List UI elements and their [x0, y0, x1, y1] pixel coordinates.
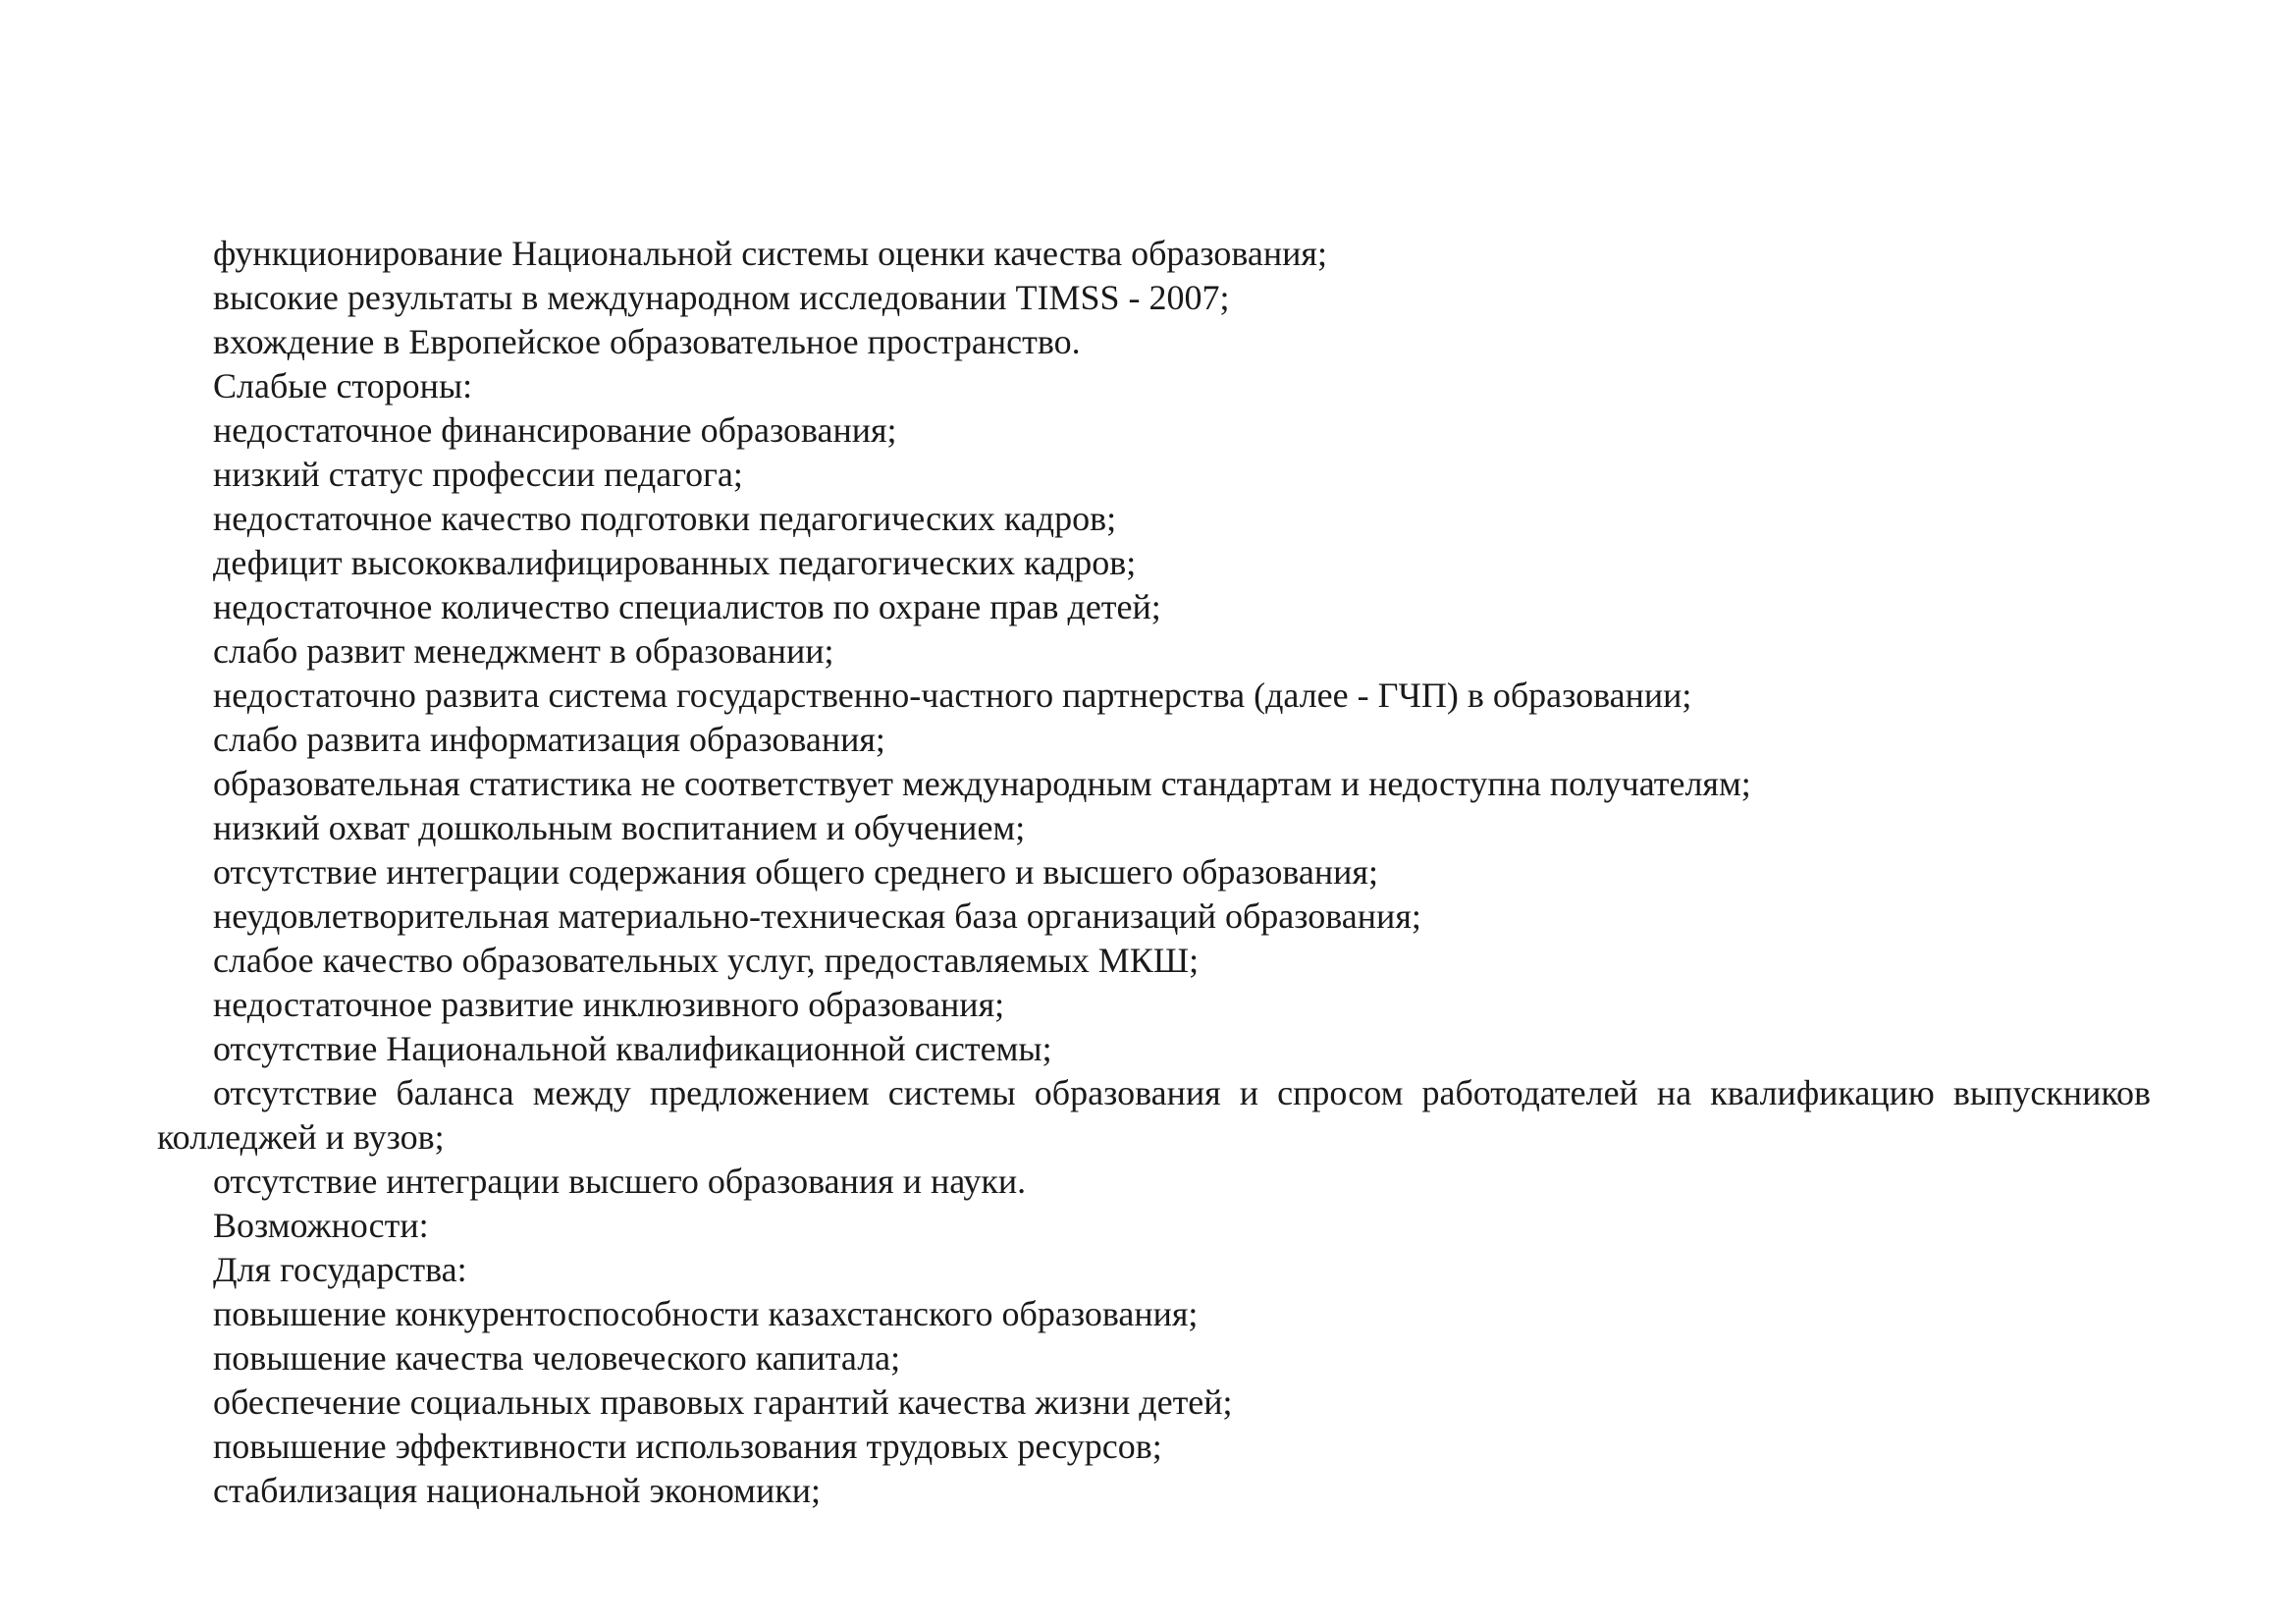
paragraph: слабо развита информатизация образования; [213, 720, 885, 759]
paragraph: слабо развит менеджмент в образовании; [213, 631, 834, 671]
paragraph: образовательная статистика не соответствует международным стандартам и недоступна получателям; [213, 764, 1751, 803]
document-body [157, 232, 2151, 1513]
paragraph: слабое качество образовательных услуг, предоставляемых МКШ; [213, 941, 1200, 980]
paragraph: функционирование Национальной системы оценки качества образования; [213, 234, 1327, 273]
subsection-heading-state: Для государства: [213, 1250, 467, 1289]
paragraph: недостаточное количество специалистов по охране прав детей; [213, 587, 1161, 626]
paragraph: низкий статус профессии педагога; [213, 455, 743, 494]
paragraph: повышение конкурентоспособности казахстанского образования; [213, 1294, 1199, 1333]
paragraph: неудовлетворительная материально-техническая база организаций образования; [213, 896, 1421, 936]
paragraph: недостаточно развита система государственно-частного партнерства (далее - ГЧП) в образовании; [213, 676, 1692, 715]
paragraph: вхождение в Европейское образовательное пространство. [213, 322, 1081, 361]
section-heading-opportunities: Возможности: [213, 1206, 429, 1245]
paragraph: низкий охват дошкольным воспитанием и обучением; [213, 808, 1026, 847]
paragraph: повышение эффективности использования трудовых ресурсов; [213, 1427, 1162, 1466]
paragraph: обеспечение социальных правовых гарантий качества жизни детей; [213, 1382, 1233, 1422]
paragraph: стабилизация национальной экономики; [213, 1471, 821, 1510]
paragraph: недостаточное качество подготовки педагогических кадров; [213, 499, 1117, 538]
paragraph: недостаточное развитие инклюзивного образования; [213, 985, 1005, 1024]
paragraph: отсутствие интеграции содержания общего среднего и высшего образования; [213, 852, 1378, 892]
paragraph: дефицит высококвалифицированных педагогических кадров; [213, 543, 1137, 582]
paragraph: отсутствие интеграции высшего образования и науки. [213, 1162, 1027, 1201]
paragraph: отсутствие Национальной квалификационной системы; [213, 1029, 1052, 1068]
section-heading-weaknesses: Слабые стороны: [213, 366, 473, 406]
paragraph-multiline: отсутствие баланса между предложением системы образования и спросом работодателей на квалификацию выпускников колледжей и вузов; [157, 1073, 2151, 1157]
paragraph: повышение качества человеческого капитала; [213, 1338, 901, 1378]
paragraph: высокие результаты в международном исследовании TIMSS - 2007; [213, 278, 1230, 317]
paragraph: недостаточное финансирование образования; [213, 410, 897, 450]
